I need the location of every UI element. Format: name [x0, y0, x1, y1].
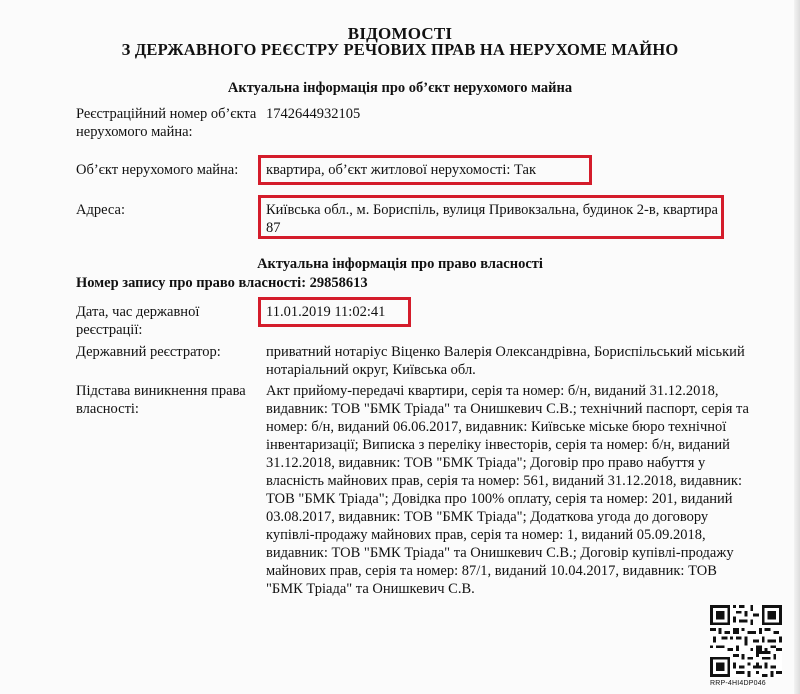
qr-code-icon: [710, 605, 782, 677]
object-section-heading: Актуальна інформація про об’єкт нерухомого майна: [227, 80, 573, 96]
address-label: Адреса:: [76, 202, 125, 218]
registration-date-label: Дата, час державної реєстрації:: [76, 304, 200, 338]
registrar-value: приватний нотаріус Віценко Валерія Олександрівна, Бориспільський міський нотаріальний округ, Київська обл.: [266, 344, 745, 378]
registrar-label: Державний реєстратор:: [76, 344, 221, 360]
reg-number-label: Реєстраційний номер об’єкта нерухомого майна:: [76, 106, 257, 140]
reg-number-value: 1742644932105: [266, 106, 361, 122]
basis-label: Підстава виникнення права власності:: [76, 383, 246, 417]
record-number-line: [76, 275, 368, 292]
record-number-label: Номер запису про право власності:: [76, 275, 307, 291]
ownership-section-heading: Актуальна інформація про право власності: [257, 256, 543, 272]
address-value: Київська обл., м. Бориспіль, вулиця Привокзальна, будинок 2-в, квартира 87: [266, 202, 718, 236]
object-value: квартира, об’єкт житлової нерухомості: Так: [266, 162, 537, 178]
basis-value: Акт прийому-передачі квартири, серія та номер: б/н, виданий 31.12.2018, видавник: ТОВ "БМК Тріада" та Онишкевич С.В.; технічний паспорт, серія та номер: б/н, виданий 06.06.2017, видавник: Київське міське бюро технічної інвентаризації; Виписка з переліку інвесторів, серія та номер: б/н, виданий 31.12.2018, видавник: ТОВ "БМК Тріада"; Договір про право набуття у власність майнових прав, серія та номер: 561, виданий 31.12.2018, видавник: ТОВ "БМК Тріада"; Довідка про 100% оплату, серія та номер: 201, виданий 03.08.2017, видавник: ТОВ "БМК Тріада"; Додаткова угода до договору купівлі-продажу майнових прав, серія та номер: 1, виданий 05.09.2018, видавник: ТОВ "БМК Тріада" та Онишкевич С.В.; Договір купівлі-продажу майнових прав, серія та номер: 87/1, виданий 10.04.2017, видавник: ТОВ "БМК Тріада" та Онишкевич С.В.: [266, 383, 749, 597]
page-edge-shadow: [794, 0, 800, 694]
record-number-value: 29858613: [309, 275, 368, 291]
document-title: ВІДОМОСТІ: [347, 24, 453, 43]
registration-date-value: 11.01.2019 11:02:41: [266, 304, 386, 320]
qr-code-id: RRP-4HI4DP046: [710, 680, 766, 687]
object-label: Об’єкт нерухомого майна:: [76, 162, 239, 178]
document-subtitle: З ДЕРЖАВНОГО РЕЄСТРУ РЕЧОВИХ ПРАВ НА НЕРУХОМЕ МАЙНО: [121, 40, 679, 59]
